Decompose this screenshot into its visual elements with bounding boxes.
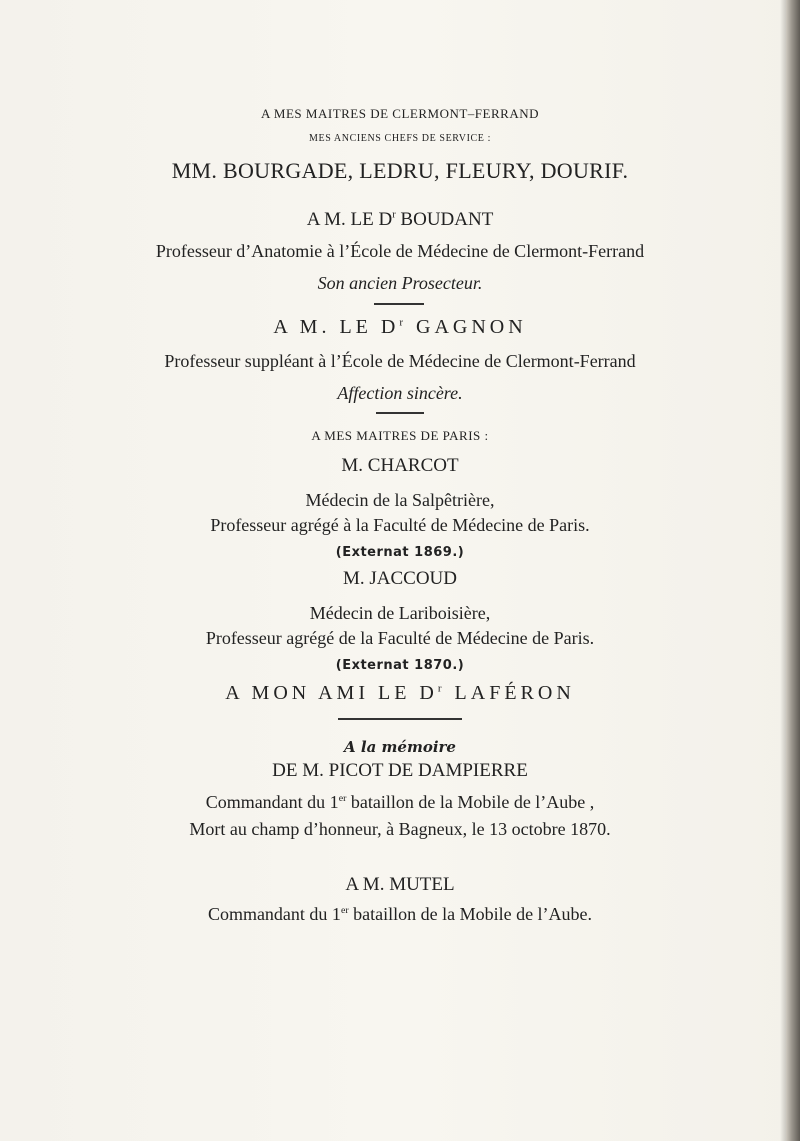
mutel-line-rest: bataillon de la Mobile de l’Aube. xyxy=(348,904,593,924)
picot-line2 xyxy=(0,819,800,840)
divider-2 xyxy=(376,412,424,414)
charcot-line1-text: Médecin de la Salpêtrière, xyxy=(305,490,495,510)
gagnon-title-text: Professeur suppléant à l’École de Médecine de Clermont-Ferrand xyxy=(164,351,636,371)
picot-name xyxy=(0,760,800,782)
laferon-prefix: A MON AMI LE D xyxy=(225,682,438,704)
picot-line1-rest: bataillon de la Mobile de l’Aube , xyxy=(346,792,595,812)
jaccoud-note xyxy=(0,658,800,673)
picot-name-text: DE M. PICOT DE DAMPIERRE xyxy=(272,760,528,781)
subheading-chiefs-text: MES ANCIENS CHEFS DE SERVICE : xyxy=(309,133,491,144)
picot-line1 xyxy=(0,792,800,813)
gagnon-note-text: Affection sincère. xyxy=(337,383,463,403)
gagnon-sup: r xyxy=(399,316,407,329)
boudant-sup: r xyxy=(392,209,396,221)
boudant-heading xyxy=(0,209,800,231)
laferon-heading xyxy=(0,682,800,705)
boudant-name: BOUDANT xyxy=(395,209,494,230)
heading-paris xyxy=(0,428,800,444)
mutel-name-text: A M. MUTEL xyxy=(345,874,455,895)
jaccoud-line2 xyxy=(0,628,800,649)
boudant-title-text: Professeur d’Anatomie à l’École de Médecine de Clermont-Ferrand xyxy=(155,241,645,261)
charcot-note xyxy=(0,545,800,560)
charcot-name-text: M. CHARCOT xyxy=(341,455,459,476)
gagnon-prefix: A M. LE D xyxy=(273,316,400,338)
boudant-note xyxy=(0,273,800,294)
charcot-line1 xyxy=(0,490,800,511)
jaccoud-name xyxy=(0,568,800,590)
names-chiefs-text: MM. BOURGADE, LEDRU, FLEURY, DOURIF. xyxy=(171,158,629,183)
picot-line1-prefix: Commandant du 1 xyxy=(205,792,339,812)
gagnon-name: GAGNON xyxy=(407,316,527,338)
heading-paris-text: A MES MAITRES DE PARIS : xyxy=(311,428,489,443)
divider-1 xyxy=(374,303,424,305)
charcot-name xyxy=(0,455,800,477)
memoire-heading xyxy=(0,738,800,756)
subheading-chiefs xyxy=(0,133,800,144)
charcot-line2 xyxy=(0,515,800,536)
jaccoud-line1-text: Médecin de Lariboisière, xyxy=(309,603,491,623)
jaccoud-name-text: M. JACCOUD xyxy=(342,568,458,589)
divider-3 xyxy=(338,718,462,720)
jaccoud-line1 xyxy=(0,603,800,624)
gagnon-title xyxy=(0,351,800,372)
mutel-line-prefix: Commandant du 1 xyxy=(207,904,341,924)
charcot-line2-text: Professeur agrégé à la Faculté de Médecine de Paris. xyxy=(210,515,590,535)
picot-line1-sup: er xyxy=(338,793,347,804)
mutel-line-sup: er xyxy=(340,905,349,916)
boudant-prefix: A M. LE D xyxy=(306,209,393,230)
boudant-title xyxy=(0,241,800,262)
mutel-line xyxy=(0,904,800,925)
page-edge xyxy=(786,0,800,1141)
laferon-name: LAFÉRON xyxy=(445,682,575,704)
memoire-text: A la mémoire xyxy=(344,738,456,756)
mutel-name xyxy=(0,874,800,896)
laferon-sup: r xyxy=(437,682,446,695)
charcot-note-text: (Externat 1869.) xyxy=(335,545,465,560)
gagnon-note xyxy=(0,383,800,404)
gagnon-heading xyxy=(0,316,800,339)
jaccoud-note-text: (Externat 1870.) xyxy=(335,658,465,673)
picot-line2-text: Mort au champ d’honneur, à Bagneux, le 13 octobre 1870. xyxy=(189,819,611,839)
jaccoud-line2-text: Professeur agrégé de la Faculté de Médecine de Paris. xyxy=(205,628,595,648)
heading-clermont xyxy=(0,106,800,122)
heading-clermont-text: A MES MAITRES DE CLERMONT–FERRAND xyxy=(261,106,539,121)
boudant-note-text: Son ancien Prosecteur. xyxy=(317,273,483,293)
names-chiefs xyxy=(0,158,800,184)
